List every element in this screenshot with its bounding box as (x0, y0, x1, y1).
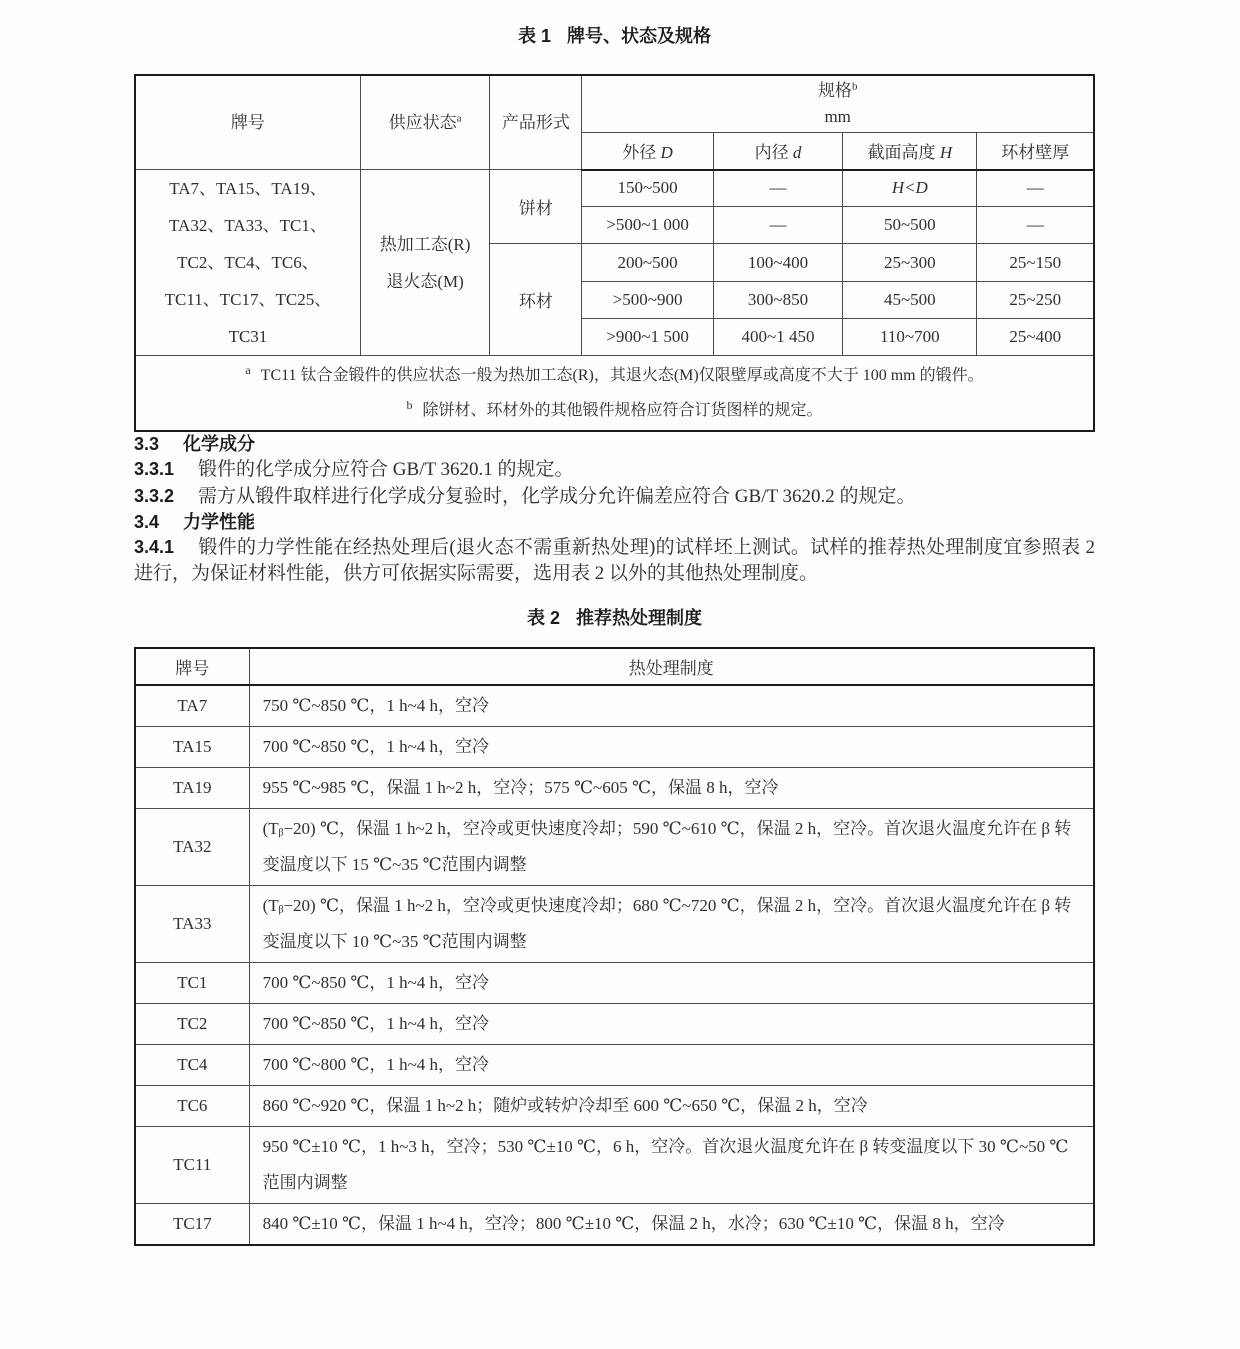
grade-cell: TA19 (135, 768, 249, 809)
th-heat-treatment: 热处理制度 (249, 648, 1094, 685)
grade-cell: TC1 (135, 963, 249, 1004)
clause-3-4-1 (134, 534, 1095, 587)
id-cell: 400~1 450 (713, 319, 842, 356)
wall-cell: 25~400 (977, 319, 1094, 356)
grade-cell: TC17 (135, 1204, 249, 1246)
table1-footnotes (135, 356, 1094, 432)
regime-cell: 700 ℃~850 ℃，1 h~4 h，空冷 (249, 963, 1094, 1004)
footnote-b-text: 除饼材、环材外的其他锻件规格应符合订货图样的规定。 (422, 402, 823, 419)
table2-caption-label: 表 2 (526, 608, 560, 628)
od-cell: 200~500 (582, 244, 713, 282)
wall-cell: — (977, 170, 1094, 207)
clause-number: 3.3.2 (134, 486, 175, 506)
grade-cell: TC6 (135, 1086, 249, 1127)
table-row (135, 963, 1094, 1004)
table-row (135, 768, 1094, 809)
th-outer-diameter-label: 外径 (622, 143, 661, 163)
od-cell: >500~1 000 (582, 207, 713, 244)
id-cell: — (713, 170, 842, 207)
wall-cell: 25~250 (977, 282, 1094, 319)
table-row (135, 1127, 1094, 1204)
grade-cell: TA32 (135, 809, 249, 886)
section-heading-3-4 (134, 510, 1095, 534)
height-cell: 45~500 (843, 282, 977, 319)
grade-cell: TA15 (135, 727, 249, 768)
supply-state-cell (360, 170, 489, 356)
table-row (135, 1004, 1094, 1045)
clause-text: 锻件的化学成分应符合 GB/T 3620.1 的规定。 (198, 459, 574, 480)
footnote-a (142, 358, 1087, 393)
table1-caption-text: 牌号、状态及规格 (567, 26, 711, 46)
od-cell: >900~1 500 (582, 319, 713, 356)
table-row (135, 727, 1094, 768)
section-number: 3.3 (134, 434, 160, 454)
table2-caption-text: 推荐热处理制度 (576, 608, 702, 628)
regime-cell: (Tᵦ−20) ℃，保温 1 h~2 h，空冷或更快速度冷却；590 ℃~610 ℃，保温 2 h，空冷。首次退火温度允许在 β 转变温度以下 15 ℃~35 ℃范围内调整 (249, 809, 1094, 886)
form-cake-cell: 饼材 (490, 170, 582, 244)
grade-cell: TA7 (135, 685, 249, 727)
wall-cell: — (977, 207, 1094, 244)
regime-cell: 840 ℃±10 ℃，保温 1 h~4 h，空冷；800 ℃±10 ℃，保温 2 h，水冷；630 ℃±10 ℃，保温 8 h，空冷 (249, 1204, 1094, 1246)
table1-caption-label: 表 1 (517, 26, 551, 46)
table-row (135, 886, 1094, 963)
regime-cell: (Tᵦ−20) ℃，保温 1 h~2 h，空冷或更快速度冷却；680 ℃~720 ℃，保温 2 h，空冷。首次退火温度允许在 β 转变温度以下 10 ℃~35 ℃范围内调整 (249, 886, 1094, 963)
th-supply-state-footnote-mark: a (456, 111, 462, 124)
footnote-b-mark: b (406, 397, 413, 412)
table-row (135, 1086, 1094, 1127)
table2-header-row (135, 648, 1094, 685)
wall-cell: 25~150 (977, 244, 1094, 282)
grades-cell: TA7、TA15、TA19、TA32、TA33、TC1、TC2、TC4、TC6、TC11、TC17、TC25、TC31 (135, 170, 360, 356)
table2 (134, 647, 1095, 1246)
clause-text: 需方从锻件取样进行化学成分复验时，化学成分允许偏差应符合 GB/T 3620.2 的规定。 (198, 486, 916, 507)
clause-3-3-1 (134, 456, 1095, 483)
height-cell: H<D (843, 170, 977, 207)
th-outer-diameter-var: D (660, 143, 673, 163)
height-cell: 25~300 (843, 244, 977, 282)
table-row (135, 1204, 1094, 1246)
table2-caption (134, 607, 1095, 630)
clause-number: 3.3.1 (134, 459, 175, 479)
id-cell: 300~850 (713, 282, 842, 319)
regime-cell: 700 ℃~800 ℃，1 h~4 h，空冷 (249, 1045, 1094, 1086)
grade-cell: TA33 (135, 886, 249, 963)
supply-state-line-2: 退火态(M) (386, 271, 464, 291)
regime-cell: 750 ℃~850 ℃，1 h~4 h，空冷 (249, 685, 1094, 727)
th-spec-footnote-mark: b (851, 80, 858, 93)
clause-text: 锻件的力学性能在经热处理后(退火态不需重新热处理)的试样坯上测试。试样的推荐热处理制度宜参照表 2 进行，为保证材料性能，供方可依据实际需要，选用表 2 以外的其他热处理制度。 (134, 537, 1095, 584)
th-section-height-label: 截面高度 (867, 143, 940, 163)
height-cell: 110~700 (843, 319, 977, 356)
th-spec-label-line (588, 78, 1087, 104)
table1-caption (134, 0, 1095, 48)
clause-number: 3.4.1 (134, 537, 175, 557)
th-inner-diameter (713, 133, 842, 170)
footnote-b (142, 393, 1087, 428)
footnote-a-mark: a (245, 362, 251, 377)
section-heading-3-3 (134, 432, 1095, 456)
regime-cell: 700 ℃~850 ℃，1 h~4 h，空冷 (249, 1004, 1094, 1045)
grade-cell: TC4 (135, 1045, 249, 1086)
regime-cell: 955 ℃~985 ℃，保温 1 h~2 h，空冷；575 ℃~605 ℃，保温 8 h，空冷 (249, 768, 1094, 809)
section-number: 3.4 (134, 512, 160, 532)
table-row (135, 170, 1094, 207)
th-grade: 牌号 (135, 75, 360, 170)
table1-footnote-row (135, 356, 1094, 432)
th-ring-wall-thickness: 环材壁厚 (977, 133, 1094, 170)
grade-cell: TC2 (135, 1004, 249, 1045)
th-grade: 牌号 (135, 648, 249, 685)
height-cell: 50~500 (843, 207, 977, 244)
th-spec-unit: mm (824, 107, 851, 126)
clause-3-3-2 (134, 483, 1095, 510)
regime-cell: 860 ℃~920 ℃，保温 1 h~2 h；随炉或转炉冷却至 600 ℃~650 ℃，保温 2 h，空冷 (249, 1086, 1094, 1127)
od-cell: >500~900 (582, 282, 713, 319)
od-cell: 150~500 (582, 170, 713, 207)
footnote-a-text: TC11 钛合金锻件的供应状态一般为热加工态(R)，其退火态(M)仅限壁厚或高度不大于 100 mm 的锻件。 (260, 367, 984, 384)
table-row (135, 685, 1094, 727)
regime-cell: 700 ℃~850 ℃，1 h~4 h，空冷 (249, 727, 1094, 768)
id-cell: — (713, 207, 842, 244)
id-cell: 100~400 (713, 244, 842, 282)
th-spec-group (582, 75, 1094, 133)
regime-cell: 950 ℃±10 ℃，1 h~3 h，空冷；530 ℃±10 ℃，6 h，空冷。首次退火温度允许在 β 转变温度以下 30 ℃~50 ℃范围内调整 (249, 1127, 1094, 1204)
supply-state-line-1: 热加工态(R) (379, 234, 471, 254)
table1 (134, 74, 1095, 432)
th-product-form: 产品形式 (490, 75, 582, 170)
th-spec-label: 规格 (817, 81, 852, 100)
table1-header-row-1 (135, 75, 1094, 133)
table-row (135, 809, 1094, 886)
th-inner-diameter-var: d (792, 143, 802, 163)
th-section-height (843, 133, 977, 170)
section-title: 化学成分 (183, 434, 256, 454)
th-supply-state-label: 供应状态 (388, 112, 457, 132)
th-section-height-var: H (939, 143, 953, 163)
grade-cell: TC11 (135, 1127, 249, 1204)
section-title: 力学性能 (183, 512, 256, 532)
table-row (135, 1045, 1094, 1086)
th-supply-state (360, 75, 489, 170)
th-inner-diameter-label: 内径 (754, 143, 793, 163)
th-outer-diameter (582, 133, 713, 170)
form-ring-cell: 环材 (490, 244, 582, 356)
